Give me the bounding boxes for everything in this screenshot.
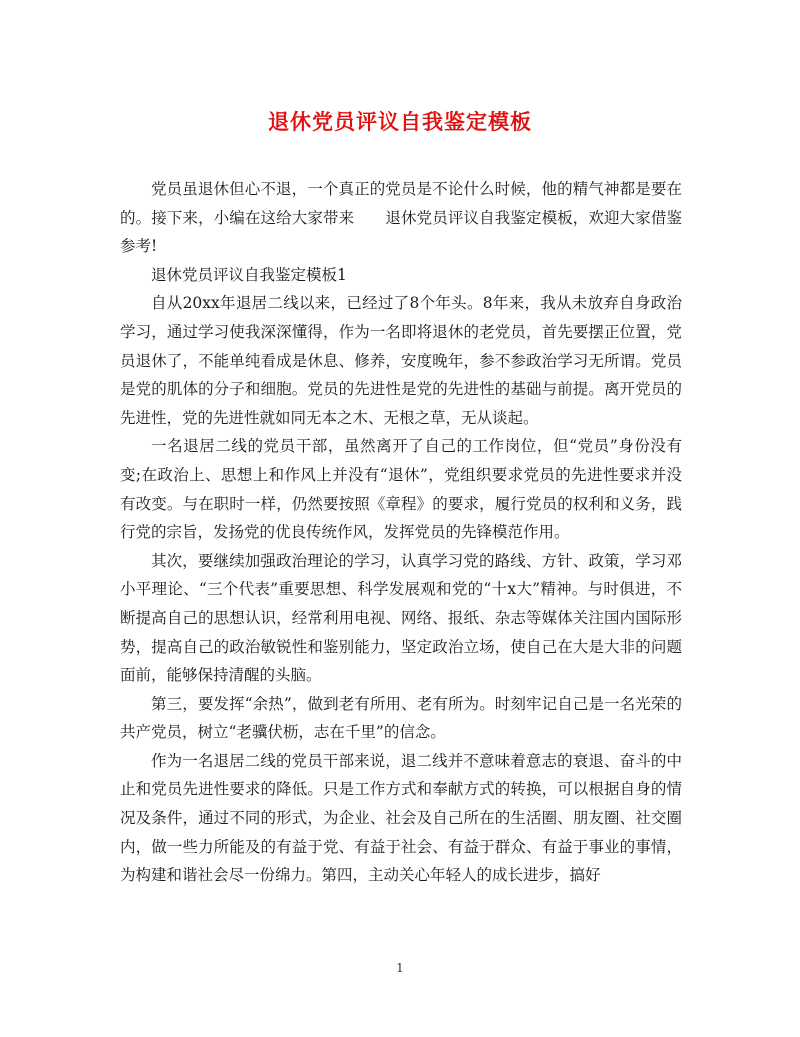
section-heading: 退休党员评议自我鉴定模板1	[151, 265, 347, 284]
body-paragraph: 其次，要继续加强政治理论的学习，认真学习党的路线、方针、政策，学习邓小平理论、“三个代表”重要思想、科学发展观和党的“十x大”精神。与时俱进，不断提高自己的思想认识，经常利用电视、网络、报纸、杂志等媒体关注国内国际形势，提高自己的政治敏锐性和鉴别能力，坚定政治立场，使自己在大是大非的问题面前，能够保持清醒的头脑。	[120, 551, 682, 685]
intro-paragraph: 党员虽退休但心不退，一个真正的党员是不论什么时候，他的精气神都是要在的。接下来，小编在这给大家带来 退休党员评议自我鉴定模板，欢迎大家借鉴参考!	[120, 180, 682, 256]
page-number: 1	[396, 961, 404, 975]
body-paragraph: 一名退居二线的党员干部，虽然离开了自己的工作岗位，但“党员”身份没有变;在政治上、思想上和作风上并没有“退休”，党组织要求党员的先进性要求并没有改变。与在职时一样，仍然要按照《章程》的要求，履行党员的权利和义务，践行党的宗旨，发扬党的优良传统作风，发挥党员的先锋模范作用。	[120, 437, 682, 542]
body-paragraph: 第三，要发挥“余热”，做到老有所用、老有所为。时刻牢记自己是一名光荣的共产党员，树立“老骥伏枥，志在千里”的信念。	[120, 694, 682, 742]
body-paragraph: 作为一名退居二线的党员干部来说，退二线并不意味着意志的衰退、奋斗的中止和党员先进性要求的降低。只是工作方式和奉献方式的转换，可以根据自身的情况及条件，通过不同的形式，为企业、社会及自己所在的生活圈、朋友圈、社交圈内，做一些力所能及的有益于党、有益于社会、有益于群众、有益于事业的事情，为构建和谐社会尽一份绵力。第四，主动关心年轻人的成长进步，搞好	[120, 751, 682, 885]
document-body	[120, 175, 682, 890]
body-paragraph: 自从20xx年退居二线以来，已经过了8个年头。8年来，我从未放弃自身政治学习，通过学习使我深深懂得，作为一名即将退休的老党员，首先要摆正位置，党员退休了，不能单纯看成是休息、修养，安度晚年，参不参政治学习无所谓。党员是党的肌体的分子和细胞。党员的先进性是党的先进性的基础与前提。离开党员的先进性，党的先进性就如同无本之木、无根之草，无从谈起。	[120, 294, 682, 427]
document-title: 退休党员评议自我鉴定模板	[268, 109, 532, 134]
